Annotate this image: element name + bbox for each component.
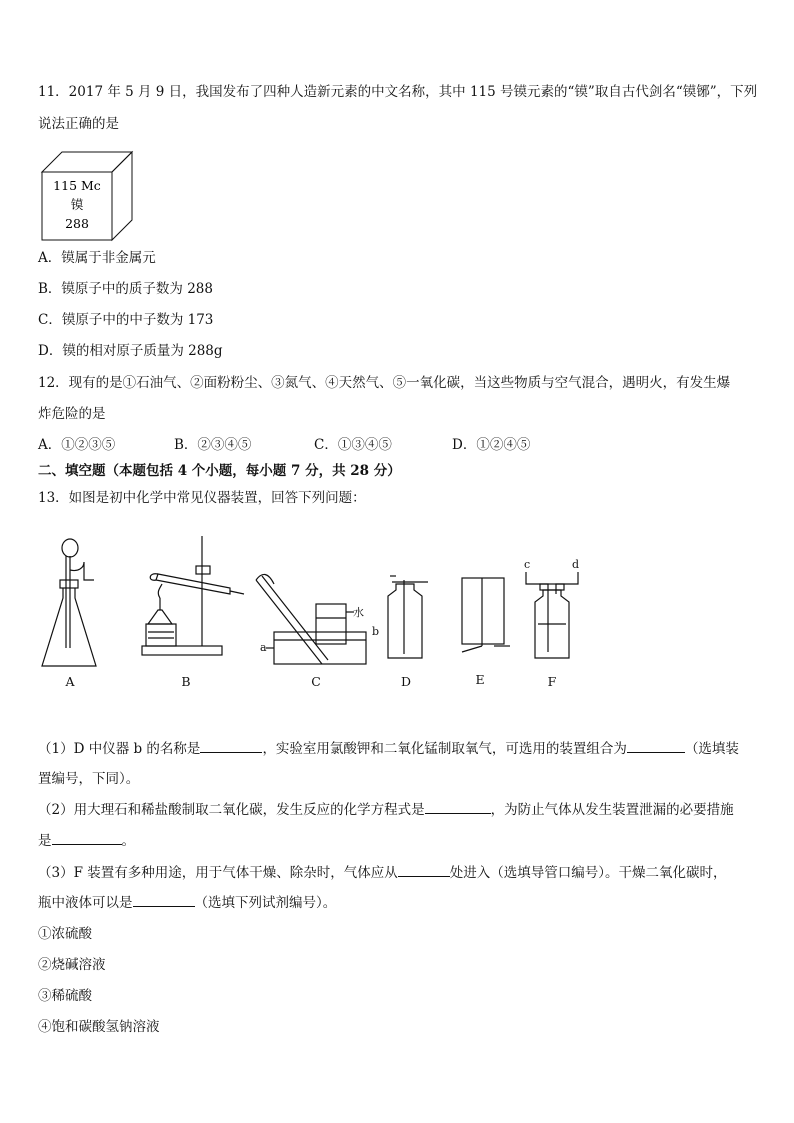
q12-option-b: B．②③④⑤ — [174, 437, 252, 453]
q11-option-b: B．镆原子中的质子数为 288 — [38, 281, 213, 297]
apparatus-d-gas-bottle-icon — [388, 576, 428, 658]
q13-part2-text-b: ，为防止气体从发生装置泄漏的必要措施 — [490, 802, 734, 818]
element-number-symbol: 115 Mc — [53, 178, 101, 193]
q13-part3-line2 — [38, 894, 336, 912]
q11-option-a: A．镆属于非金属元 — [38, 250, 156, 266]
apparatus-label-a: A — [65, 674, 75, 689]
element-mass: 288 — [65, 216, 89, 231]
q13-part1-text-c: （选填装 — [684, 741, 739, 757]
q13-part3-blank2[interactable] — [133, 894, 195, 907]
apparatus-label-b: B — [181, 674, 191, 689]
q13-part3-text-c: 瓶中液体可以是 — [38, 895, 133, 911]
q13-intro: 13．如图是初中化学中常见仪器装置，回答下列问题： — [38, 490, 366, 506]
q13-part1-blank1[interactable] — [200, 740, 262, 753]
reagent-3: ③稀硫酸 — [38, 988, 92, 1004]
q11-option-d: D．镆的相对原子质量为 288g — [38, 343, 223, 359]
q13-part2-blank2[interactable] — [52, 832, 122, 845]
apparatus-c-water-trough-icon — [256, 574, 366, 664]
apparatus-figure — [30, 528, 590, 698]
q12-stem-line1: 12．现有的是①石油气、②面粉粉尘、③氮气、④天然气、⑤一氧化碳，当这些物质与空气混合，遇明火，有发生爆 — [38, 375, 731, 391]
q12-option-c: C．①③④⑤ — [314, 437, 392, 453]
q12-option-a: A．①②③⑤ — [38, 437, 116, 453]
q13-part1-blank2[interactable] — [627, 740, 685, 753]
apparatus-a-flask-funnel-icon — [42, 539, 96, 666]
q13-part2-line2 — [38, 832, 135, 850]
q13-part1-line1 — [38, 740, 739, 758]
element-cell-figure — [38, 148, 138, 242]
q13-part2-text-c: 是 — [38, 833, 52, 849]
apparatus-f-washing-bottle-icon — [526, 572, 578, 658]
q13-part3-text-a: （3）F 装置有多种用途，用于气体干燥、除杂时，气体应从 — [38, 865, 398, 881]
q13-part1-text-d: 置编号，下同）。 — [38, 771, 140, 787]
apparatus-label-c: C — [311, 674, 321, 689]
q13-part2-blank1[interactable] — [425, 801, 491, 814]
q12-option-d: D．①②④⑤ — [452, 437, 531, 453]
reagent-1: ①浓硫酸 — [38, 926, 92, 942]
reagent-4: ④饱和碳酸氢钠溶液 — [38, 1019, 160, 1035]
q11-stem-line1: 11．2017 年 5 月 9 日，我国发布了四种人造新元素的中文名称，其中 115 号镆元素的“镆”取自古代剑名“镆铘”，下列 — [38, 84, 758, 100]
apparatus-label-e: E — [475, 672, 485, 687]
label-c: c — [524, 558, 531, 571]
q13-part1-text-a: （1）D 中仪器 b 的名称是 — [38, 741, 201, 757]
q13-part1-text-b: ，实验室用氯酸钾和二氧化锰制取氧气，可选用的装置组合为 — [262, 741, 627, 757]
q11-stem-line2: 说法正确的是 — [38, 116, 119, 132]
section-title: 二、填空题（本题包括 4 个小题，每小题 7 分，共 28 分） — [38, 463, 401, 479]
q13-part3-line1 — [38, 864, 727, 882]
q13-part2-text-d: 。 — [121, 833, 135, 849]
q13-part3-text-b: 处进入（选填导管口编号）。干燥二氧化碳时， — [449, 865, 727, 881]
label-water: 水 — [353, 606, 364, 619]
element-name: 镆 — [70, 197, 84, 212]
label-b: b — [372, 625, 380, 638]
q13-part2-line1 — [38, 801, 734, 819]
label-a: a — [260, 641, 267, 654]
reagent-2: ②烧碱溶液 — [38, 957, 106, 973]
q12-options — [38, 436, 558, 454]
label-d: d — [572, 558, 580, 571]
apparatus-b-heating-icon — [142, 536, 244, 655]
apparatus-label-d: D — [400, 674, 412, 689]
q11-option-c: C．镆原子中的中子数为 173 — [38, 312, 214, 328]
q13-part3-blank1[interactable] — [398, 864, 450, 877]
apparatus-label-f: F — [547, 674, 557, 689]
q13-part2-text-a: （2）用大理石和稀盐酸制取二氧化碳，发生反应的化学方程式是 — [38, 802, 425, 818]
q13-part3-text-d: （选填下列试剂编号）。 — [194, 895, 337, 911]
apparatus-e-bottle-icon — [462, 578, 510, 652]
q12-stem-line2: 炸危险的是 — [38, 406, 106, 422]
